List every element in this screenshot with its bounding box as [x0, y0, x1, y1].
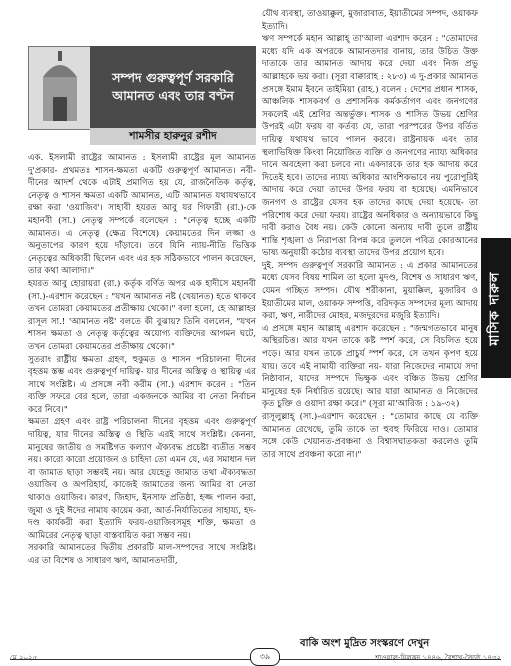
paragraph: এক. ইসলামী রাষ্ট্রের আমানত : ইসলামী রাষ্ট্রের মূল আমানত দু'প্রকার- প্রথমতঃ শাসন-ক্ষমতা একটি গুরুত্বপূর্ণ আমানত। নবী-দীনের আদর্শ থেকে এটাই প্রমাণিত হয় যে, রাজনৈতিক কর্তৃত্ব, নেতৃত্ব ও শাসন ক্ষমতা একটি আমানত, এটি আমানত যথাযথভাবে রক্ষা করা 'ওয়াজিব'। সাহাবী হযরত আবু যর গিফারী (রা.)-কে মহানবী (সা.) নেতৃত্ব সম্পর্কে বলেছেন : "নেতৃত্ব হচ্ছে একটি আমানত। এ নেতৃত্ব (ক্ষেত্র বিশেষে) কেয়ামতের দিন লজ্জা ও অনুতাপের কারণ হয়ে দাঁড়াবে। তবে যিনি ন্যায়-নীতি ভিত্তিক নেতৃত্বের অধিকারী ছিলেন এবং এর হক সঠিকভাবে পালন করেছেন, তার কথা আলাদা।"	[28, 153, 256, 277]
paragraph: রাসূলুল্লাহ্ (সা.)-এরশাদ করেছেন : "তোমার কাছে যে ব্যক্তি আমানত রেখেছে, তুমি তাকে তা হুবহু ফিরিয়ে দাও। তোমার সঙ্গে কেউ খেয়ানত-প্রবঞ্চনা ও বিশ্বাসঘাতকতা করলেও তুমি তার সাথে প্রবঞ্চনা করো না।"	[262, 412, 478, 460]
paragraph: দুই. সম্পদ গুরুত্বপূর্ণ সরকারি আমানত : এ প্রকার আমানতের মধ্যে যেসব বিষয় শামিল তা হলো মুদণ্ড, বিশেষ ও সাধারণ ঋণ, যেমন গচ্ছিত সম্পদ। যৌথ শরীকানা, মুয়াক্কিল, মুজারিব ও ইয়াতীমের মাল, ওয়াকফ সম্পত্তি, বরিদকৃত সম্পদের মূল্য আদায় করা, ঋণ, নারীদের মোহর, মজদুরদের মজুরি ইত্যাদি।	[262, 260, 478, 322]
magazine-side-tab	[481, 238, 511, 378]
issue-date: মে ২০২৫	[10, 654, 38, 662]
paragraph: এ প্রসঙ্গে মহান আল্লাহ্ এরশাদ করেছেন : "জন্মগতভাবে মানুষ অস্থিরচিত্ত। আর যখন তাকে কষ্ট স্পর্শ করে, সে বিচলিত হয়ে পড়ে। আর যখন তাকে প্রাচুর্য স্পর্শ করে, সে তখন কৃপণ হয়ে যায়। তবে এই নামাযী ব্যক্তিরা নয়- যারা নিজেদের নামাযে সদা নিষ্ঠাবান, যাদের সম্পদে ভিক্ষুক এবং বঞ্চিত উভয় শ্রেণির মানুষের হক নির্ধারিত রয়েছে। আর যারা আমানত ও নিজেদের কৃত চুক্তি ও ওয়াদা রক্ষা করে।" (সূরা মা'আরিজ : ১৯-৩২)	[262, 323, 478, 410]
paragraph: সুতরাং রাষ্ট্রীয় ক্ষমতা গ্রহণ, হুকুমত ও শাসন পরিচালনা দীনের বৃহত্তম স্তম্ভ এবং গুরুত্বপূর্ণ দায়িত্ব- যার দীনের অস্তিত্ব ও স্থায়িত্ব এর সাথে সংশ্লিষ্ট। এ প্রসঙ্গে নবী করীম (সা.) এরশাদ করেন : "তিন ব্যক্তি সফরে বের হলে, তারা একজনকে আমির বা নেতা নির্বাচন করে নিবে।"	[28, 354, 256, 415]
paragraph: হযরত আবু হোরায়রা (রা.) কর্তৃক বর্ণিত অপর এক হাদীসে মহানবী (সা.)-এরশাদ করেছেন : "যখন আমানত নষ্ট (খেয়ানত) হতে থাকবে তখন তোমরা কেয়ামতের প্রতীক্ষায় থেকো।" বলা হলো, হে আল্লাহর রাসূল সা.! 'আমানত নষ্ট' বলতে কী বুঝায়? তিনি বললেন, "যখন শাসন ক্ষমতা ও নেতৃত্ব কর্তৃত্বের অযোগ্য ব্যক্তিদের আগমন ঘটে, তখন তোমরা কেয়ামতের প্রতীক্ষায় থেকো।"	[28, 278, 256, 352]
left-column	[28, 152, 256, 568]
right-column	[262, 8, 478, 461]
continue-note: বাকি অংশ মুদ্রিত সংস্করণে দেখুন	[300, 638, 430, 649]
article-illustration	[28, 46, 92, 130]
article-title	[90, 46, 256, 128]
page-footer	[10, 652, 501, 664]
article-title-line1: সম্পদ গুরুত্বপূর্ণ সরকারি	[112, 70, 234, 85]
page-number: ৩৯	[250, 648, 280, 666]
paragraph: ক্ষমতা গ্রহণ এবং রাষ্ট্র পরিচালনা দীনের বৃহত্তম এবং গুরুত্বপূর্ণ দায়িত্ব, যার দীনের অস্তিত্ব ও স্থিতি এরই সাথে সংশ্লিষ্ট। কেননা, মানুষের জাতীয় ও সমষ্টিগত কল্যাণ ঐক্যবদ্ধ প্রচেষ্টা ব্যতীত সম্ভব নয়। কারো কারো প্রয়োজন ও চাহিদা তো এমন যে, এর সমাধান দল বা জামাত ছাড়া সম্ভবই নয়। আর যেহেতু জামাত তথা ঐক্যবদ্ধতা ওয়াজিব ও অপরিহার্য, কাজেই জামাতের জন্য আমির বা নেতা থাকাও ওয়াজিব। কারণ, জিহাদ, ইনসাফ প্রতিষ্ঠা, হজ্জ পালন করা, জুমা ও দুই ঈদের নামায কায়েম করা, আর্ত-নির্যাতিতের সাহায্য, হদ-দণ্ড কার্যকরী করা ইত্যাদি ফরয-ওয়াজিবসমূহ শক্তি, ক্ষমতা ও আমিরের নেতৃত্ব ছাড়া বাস্তবায়িত করা সম্ভব নয়।	[28, 417, 256, 541]
paragraph: ঋণ সম্পর্কে মহান আল্লাহ্ তা'আলা এরশাদ করেন : "তোমাদের মধ্যে যদি এক অপরকে আমানতদার বানায়, তার উচিত উক্ত দাতাকে তার আমানত আদায় করে দেয়া এবং নিজ প্রভু আল্লাহকে ভয় করা। (সূরা বাক্বারাহ : ২৮৩) এ দু-প্রকার আমানত প্রসঙ্গে ইমাম ইবনে তাইমিয়া (রাহ.) বলেন : দেশের প্রধান শাসক, আঞ্চলিক শাসকবর্গ ও প্রশাসনিক কর্মকর্তাগণ এবং জনগণের সকলেই এই শ্রেণির অন্তর্ভুক্ত। শাসক ও শাসিত উভয় শ্রেণির উপরই এটা ফরয বা কর্তব্য যে, তারা পরস্পরের উপর বর্তিত দায়িত্ব যথাযথ ভাবে পালন করবে। রাষ্ট্রনায়ক এবং তার স্থলাভিষিক্ত কিংবা নিয়োজিত ব্যক্তি ও জনগণের ন্যায্য অধিকার দানে অবহেলা করা চলবে না। একদারকে তার হক আদায় করে দিতেই হবে। তাদের ন্যায্য অধিকার আংশিকভাবে নয় পুরোপুরিই আদায় করে দেয়া তাদের উপর ফরয বা হয়েছে। এমনিভাবে জনগণ ও রাষ্ট্রের যেসব হক তাদের কাছে দেয়া হয়েছে- তা পরিশোধ করে দেয়া ফরয। রাষ্ট্রের অনধিকার ও অন্যায়ভাবে কিছু দাবী করাও বৈধ নয়। কেউ কোনো অন্যায় দাবী তুলে রাষ্ট্রীয় শান্তি শৃঙ্খলা ও নিরাপত্তা বিপন্ন করে তুললে পবিত্র কোরআনের ভাষ্য অনুযায়ী কঠোর ব্যবস্থা তাদের উপর প্রয়োগ হবে।	[262, 34, 478, 259]
side-tab-label: মাসিক দারুল	[487, 270, 503, 346]
paragraph: যৌথ ব্যবস্থা, তাওয়াক্কুল, মুজারাবাত, ইয়াতীমের সম্পদ, ওয়াকফ ইত্যাদি।	[262, 9, 478, 32]
hijri-date: শাওয়াল-যিলকদ ১৪৪৬, বৈশাখ-জ্যৈষ্ঠ ১৪৩২	[375, 654, 501, 662]
paragraph: সরকারি আমানতের দ্বিতীয় প্রকারটি মাল-সম্পদের সাথে সংশ্লিষ্ট। এর তা বিশেষ ও সাধারণ ঋণ, আমানতদারী,	[28, 543, 256, 566]
article-author: শামসীর হারুনুর রশীদ	[90, 128, 256, 145]
article-title-line2: আমানত এবং তার বণ্টন	[112, 88, 234, 103]
article-header	[28, 46, 256, 146]
